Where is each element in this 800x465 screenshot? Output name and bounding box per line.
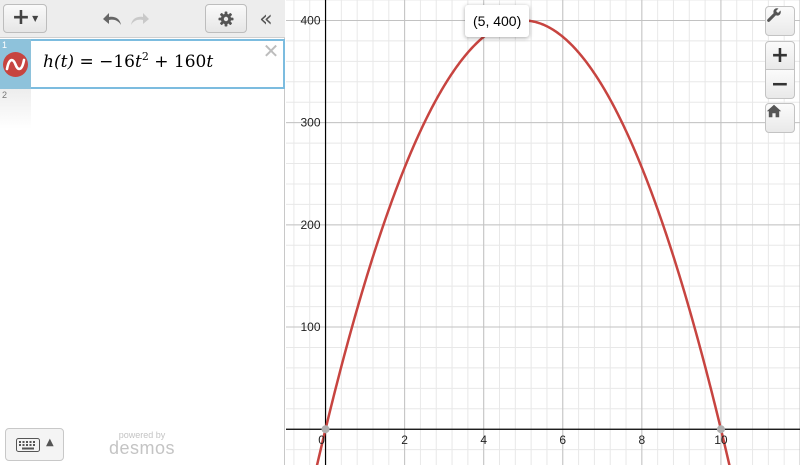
expression-panel (0, 0, 285, 465)
desmos-logo[interactable]: desmos (108, 438, 176, 458)
function-name: h(t) (43, 52, 75, 72)
graph-canvas[interactable] (286, 0, 800, 465)
y-tick-label: 200 (300, 217, 321, 232)
x-tick-label: 6 (559, 433, 567, 448)
double-chevron-left-icon: « (259, 6, 273, 32)
x-tick-label: 0 (318, 433, 325, 448)
powered-by-label: powered by (118, 430, 166, 440)
graph-plot[interactable] (286, 0, 800, 465)
x-tick-label: 2 (401, 433, 408, 448)
expression-number: 1 (2, 40, 8, 50)
gear-icon (218, 11, 234, 27)
plus-sign: + (154, 52, 169, 72)
undo-button[interactable] (100, 7, 126, 31)
close-icon: ✕ (262, 39, 280, 63)
variable-2: t (206, 52, 214, 72)
y-tick-label: 400 (300, 13, 321, 28)
undo-icon (102, 11, 124, 27)
root-point[interactable] (322, 425, 330, 433)
exponent: 2 (141, 50, 149, 63)
root-point[interactable] (717, 425, 725, 433)
expression-toolbar (0, 0, 285, 38)
point-coordinate-label[interactable]: (5, 400) (465, 5, 529, 37)
redo-button[interactable] (126, 7, 152, 31)
expression-tab[interactable] (0, 39, 31, 89)
zoom-in-button[interactable]: + (765, 41, 795, 70)
add-item-button[interactable] (3, 4, 47, 33)
function-curve[interactable] (314, 20, 733, 465)
graph-settings-button[interactable] (765, 6, 795, 36)
settings-button[interactable] (205, 4, 247, 33)
wrench-icon (766, 7, 782, 23)
x-tick-label: 10 (714, 433, 728, 448)
x-tick-label: 4 (480, 433, 488, 448)
expression-number: 2 (2, 90, 8, 100)
equals-sign: = (79, 52, 94, 72)
caret-down-icon: ▼ (32, 14, 39, 23)
keyboard-toggle-button[interactable] (5, 428, 64, 461)
plus-icon: + (11, 4, 31, 30)
x-tick-label: 8 (638, 433, 646, 448)
zoom-out-button[interactable]: − (765, 70, 795, 99)
graph-color-icon[interactable] (3, 52, 28, 77)
delete-expression-button[interactable] (262, 39, 280, 63)
home-icon (766, 104, 782, 118)
empty-expression-row[interactable] (0, 89, 31, 129)
minus-sign: − (99, 52, 114, 72)
y-tick-label: 300 (300, 115, 321, 130)
keyboard-icon (16, 438, 40, 452)
collapse-panel-button[interactable] (253, 6, 279, 32)
wave-icon (3, 52, 28, 77)
caret-up-icon: ▲ (46, 437, 54, 448)
y-tick-label: 100 (300, 320, 321, 335)
coefficient-a: 16 (113, 52, 135, 72)
variable: t (135, 52, 142, 72)
default-viewport-button[interactable] (765, 103, 795, 133)
redo-icon (128, 11, 150, 27)
coefficient-b: 160 (173, 52, 207, 72)
expression-formula[interactable] (43, 52, 213, 72)
